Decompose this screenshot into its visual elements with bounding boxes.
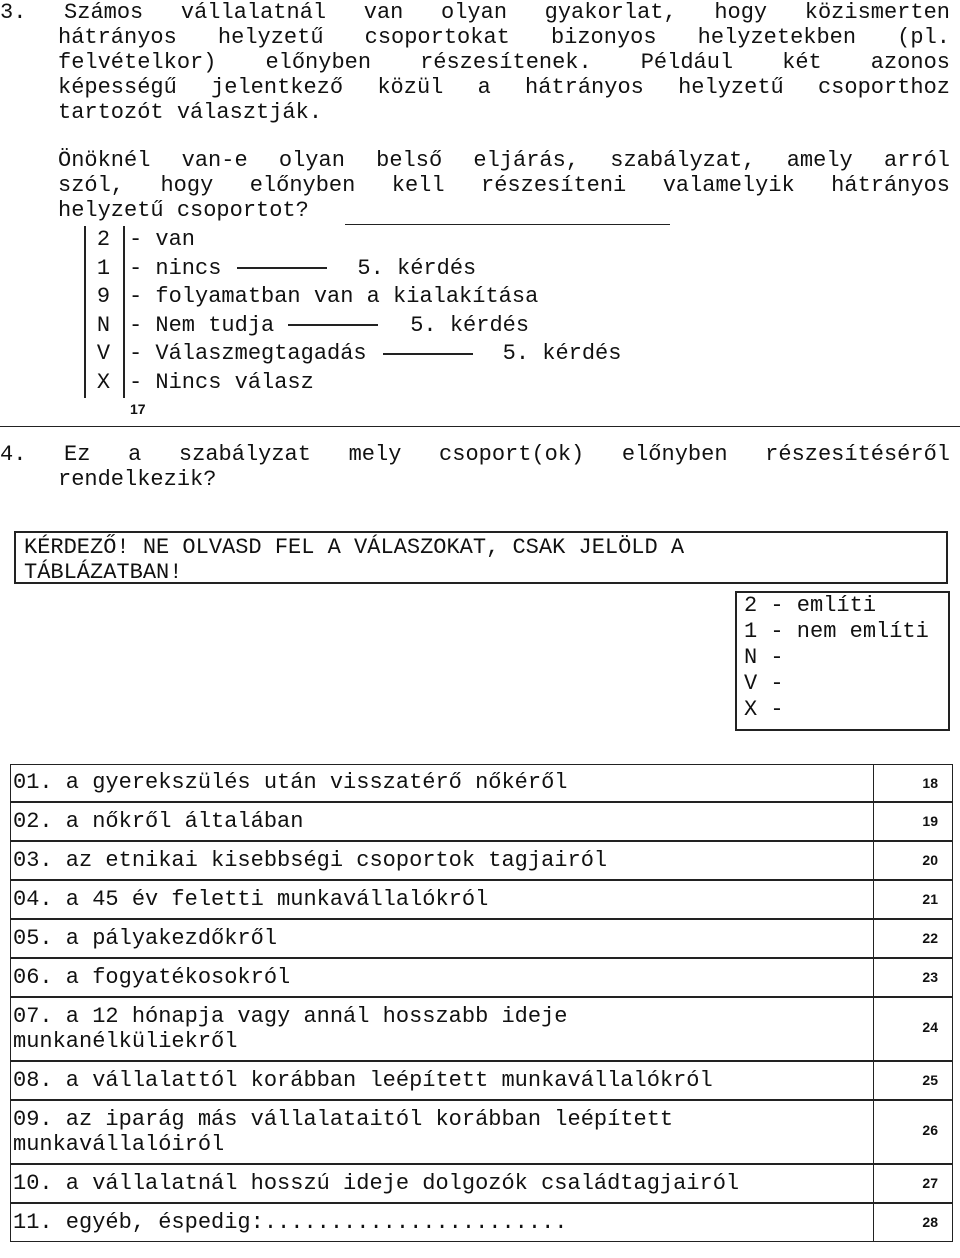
answer-cell[interactable]: 21 [873,880,952,919]
question-4-text [0,442,950,492]
q3-line: felvételkor) előnyben részesítenek. Például két azonos [58,50,950,75]
legend-item: V - [744,671,784,696]
option-nincs[interactable]: 1 - nincs 5. kérdés [96,255,477,281]
option-van[interactable]: 2 - van [96,227,196,252]
answer-cell[interactable]: 18 [873,764,952,802]
answer-cell[interactable]: 27 [873,1164,952,1203]
skip-arrow [288,324,378,326]
answer-cell[interactable]: 25 [873,1061,952,1100]
interviewer-instruction: KÉRDEZŐ! NE OLVASD FEL A VÁLASZOKAT, CSAK JELÖLD A TÁBLÁZATBAN! [14,531,948,584]
response-legend [735,591,950,731]
answer-cell[interactable]: 24 [873,997,952,1061]
answer-options [84,226,621,398]
legend-item: X - [744,697,784,722]
question-3-text [0,0,950,125]
table-row[interactable]: 04. a 45 év feletti munkavállalókról 21 [10,880,953,919]
table-row[interactable]: 11. egyéb, éspedig:....................... 28 [10,1203,953,1242]
table-row[interactable]: 08. a vállalattól korábban leépített munkavállalókról 25 [10,1061,953,1100]
q4-line: 4. Ez a szabályzat mely csoport(ok) előnyben részesítéséről [0,442,950,467]
table-row[interactable]: 01. a gyerekszülés után visszatérő nőkéről 18 [10,764,953,802]
field-number: 17 [130,401,146,417]
answer-cell[interactable]: 23 [873,958,952,997]
table-row[interactable]: 10. a vállalatnál hosszú ideje dolgozók családtagjairól 27 [10,1164,953,1203]
option-nincs-valasz[interactable]: X - Nincs válasz [96,369,314,395]
option-folyamatban[interactable]: 9 - folyamatban van a kialakítása [96,284,539,310]
table-row[interactable]: 06. a fogyatékosokról 23 [10,958,953,997]
legend-item: 1 - nem említi [744,619,929,644]
prompt-underline [345,224,670,225]
table-row[interactable]: 02. a nőkről általában 19 [10,802,953,841]
q3-line: képességű jelentkező közül a hátrányos helyzetű csoporthoz [58,75,950,100]
q3-prompt-line: szól, hogy előnyben kell részesíteni valamelyik hátrányos [58,173,950,198]
legend-item: N - [744,645,784,670]
q3-line: 3. Számos vállalatnál van olyan gyakorlat, hogy közismerten [0,0,950,25]
answer-cell[interactable]: 22 [873,919,952,958]
table-row[interactable]: 03. az etnikai kisebbségi csoportok tagjairól 20 [10,841,953,880]
q4-line: rendelkezik? [58,467,217,492]
table-row[interactable]: 09. az iparág más vállalataitól korábban leépített munkavállalóiról 26 [10,1100,953,1164]
q3-line: hátrányos helyzetű csoportokat bizonyos helyzetekben (pl. [58,25,950,50]
option-valaszmegtagadas[interactable]: V - Válaszmegtagadás 5. kérdés [96,341,622,367]
q3-prompt-line: Önöknél van-e olyan belső eljárás, szabályzat, amely arról [58,148,950,173]
table-row[interactable]: 05. a pályakezdőkről 22 [10,919,953,958]
answer-cell[interactable]: 20 [873,841,952,880]
skip-arrow [383,353,473,355]
answer-cell[interactable]: 26 [873,1100,952,1164]
answer-cell[interactable]: 19 [873,802,952,841]
q3-prompt-line: helyzetű csoportot? [58,198,309,223]
legend-item: 2 - említi [744,593,877,618]
skip-arrow [237,267,327,269]
question-3-prompt [58,148,950,223]
section-divider [0,426,960,427]
q3-line: tartozót választják. [58,100,323,125]
table-row[interactable]: 07. a 12 hónapja vagy annál hosszabb ideje munkanélküliekről 24 [10,997,953,1061]
answer-cell[interactable]: 28 [873,1203,952,1242]
option-nem-tudja[interactable]: N - Nem tudja 5. kérdés [96,312,530,338]
